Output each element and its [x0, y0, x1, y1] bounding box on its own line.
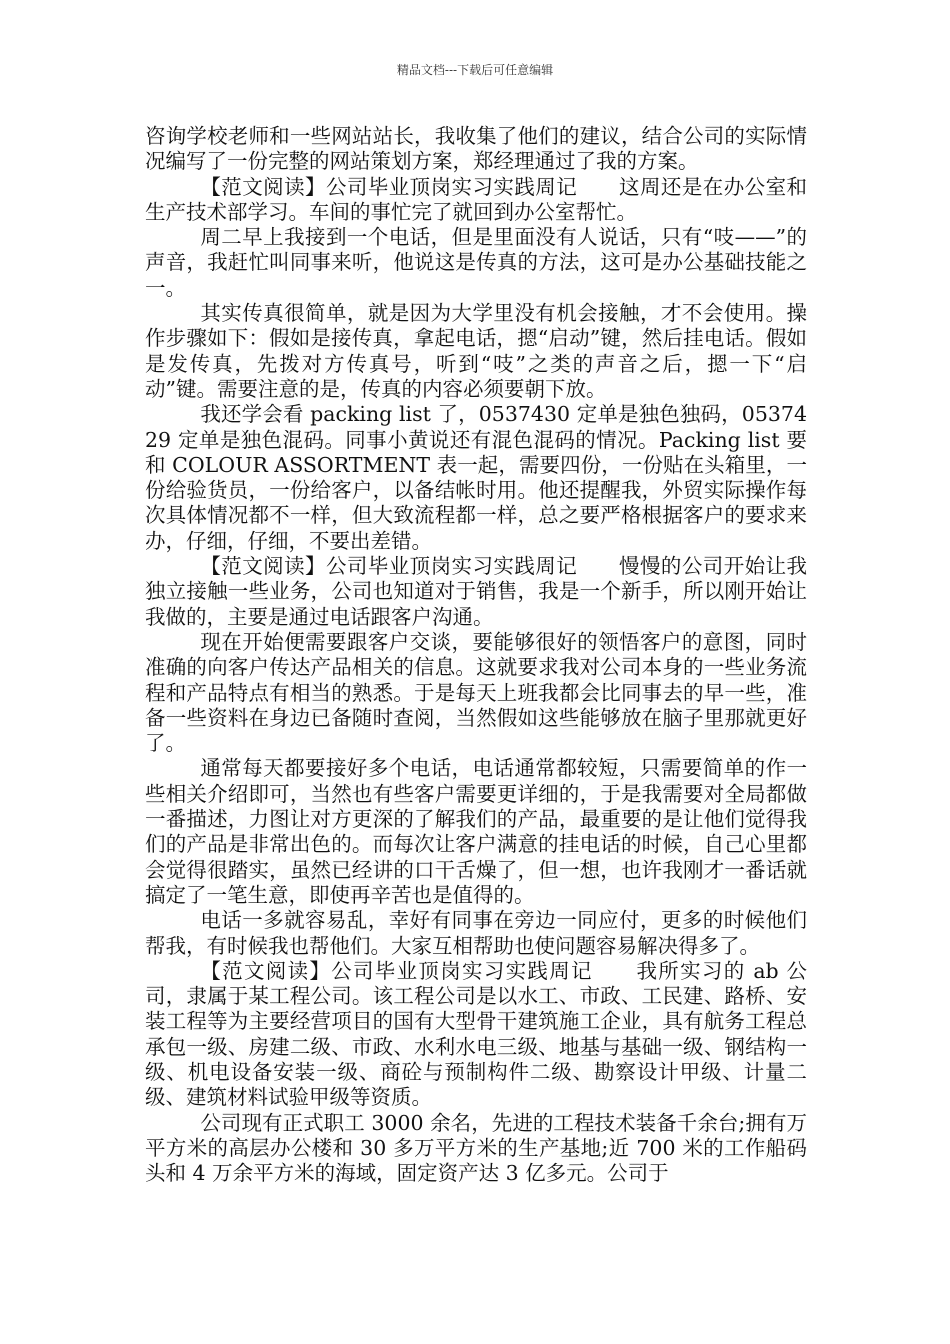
paragraph: 咨询学校老师和一些网站站长，我收集了他们的建议，结合公司的实际情况编写了一份完整的网站策划方案，郑经理通过了我的方案。 [145, 124, 807, 174]
paragraph: 其实传真很简单，就是因为大学里没有机会接触，才不会使用。操作步骤如下：假如是接传真，拿起电话，摁“启动”键，然后挂电话。假如是发传真，先拨对方传真号，听到“吱”之类的声音之后，摁一下“启动”键。需要注意的是，传真的内容必须要朝下放。 [145, 301, 807, 401]
paragraph: 我还学会看 packing list 了，0537430 定单是独色独码，0537429 定单是独色混码。同事小黄说还有混色混码的情况。Packing list 要和 COLOUR ASSORTMENT 表一起，需要四份，一份贴在头箱里，一份给验货员，一份给客户，以备结帐时用。他还提醒我，外贸实际操作每次具体情况都不一样，但大致流程都一样，总之要严格根据客户的要求来办，仔细，仔细，不要出差错。 [145, 402, 807, 553]
paragraph: 【范文阅读】公司毕业顶岗实习实践周记 慢慢的公司开始让我独立接触一些业务，公司也知道对于销售，我是一个新手，所以刚开始让我做的，主要是通过电话跟客户沟通。 [145, 554, 807, 629]
paragraph: 公司现有正式职工 3000 余名，先进的工程技术装备千余台;拥有万平方米的高层办公楼和 30 多万平方米的生产基地;近 700 米的工作船码头和 4 万余平方米的海域，固定资产达 3 亿多元。公司于 [145, 1110, 807, 1186]
paragraph: 周二早上我接到一个电话，但是里面没有人说话，只有“吱——”的声音，我赶忙叫同事来听，他说这是传真的方法，这可是办公基础技能之一。 [145, 225, 807, 300]
document-body [145, 124, 807, 1186]
paragraph: 【范文阅读】公司毕业顶岗实习实践周记 我所实习的 ab 公司，隶属于某工程公司。该工程公司是以水工、市政、工民建、路桥、安装工程等为主要经营项目的国有大型骨干建筑施工企业，具有航务工程总承包一级、房建二级、市政、水利水电三级、地基与基础一级、钢结构一级、机电设备安装一级、商砼与预制构件二级、勘察设计甲级、计量二级、建筑材料试验甲级等资质。 [145, 958, 807, 1110]
page-header: 精品文档---下载后可任意编辑 [396, 63, 554, 77]
paragraph: 通常每天都要接好多个电话，电话通常都较短，只需要简单的作一些相关介绍即可，当然也有些客户需要更详细的，于是我需要对全局都做一番描述，力图让对方更深的了解我们的产品，最重要的是让他们觉得我们的产品是非常出色的。而每次让客户满意的挂电话的时候，自己心里都会觉得很踏实，虽然已经讲的口干舌燥了，但一想，也许我刚才一番话就搞定了一笔生意，即使再辛苦也是值得的。 [145, 756, 807, 907]
paragraph: 电话一多就容易乱，幸好有同事在旁边一同应付，更多的时候他们帮我，有时候我也帮他们。大家互相帮助也使问题容易解决得多了。 [145, 908, 807, 958]
paragraph: 【范文阅读】公司毕业顶岗实习实践周记 这周还是在办公室和生产技术部学习。车间的事忙完了就回到办公室帮忙。 [145, 174, 807, 224]
paragraph: 现在开始便需要跟客户交谈，要能够很好的领悟客户的意图，同时准确的向客户传达产品相关的信息。这就要求我对公司本身的一些业务流程和产品特点有相当的熟悉。于是每天上班我都会比同事去的早一些，准备一些资料在身边已备随时查阅，当然假如这些能够放在脑子里那就更好了。 [145, 629, 807, 756]
